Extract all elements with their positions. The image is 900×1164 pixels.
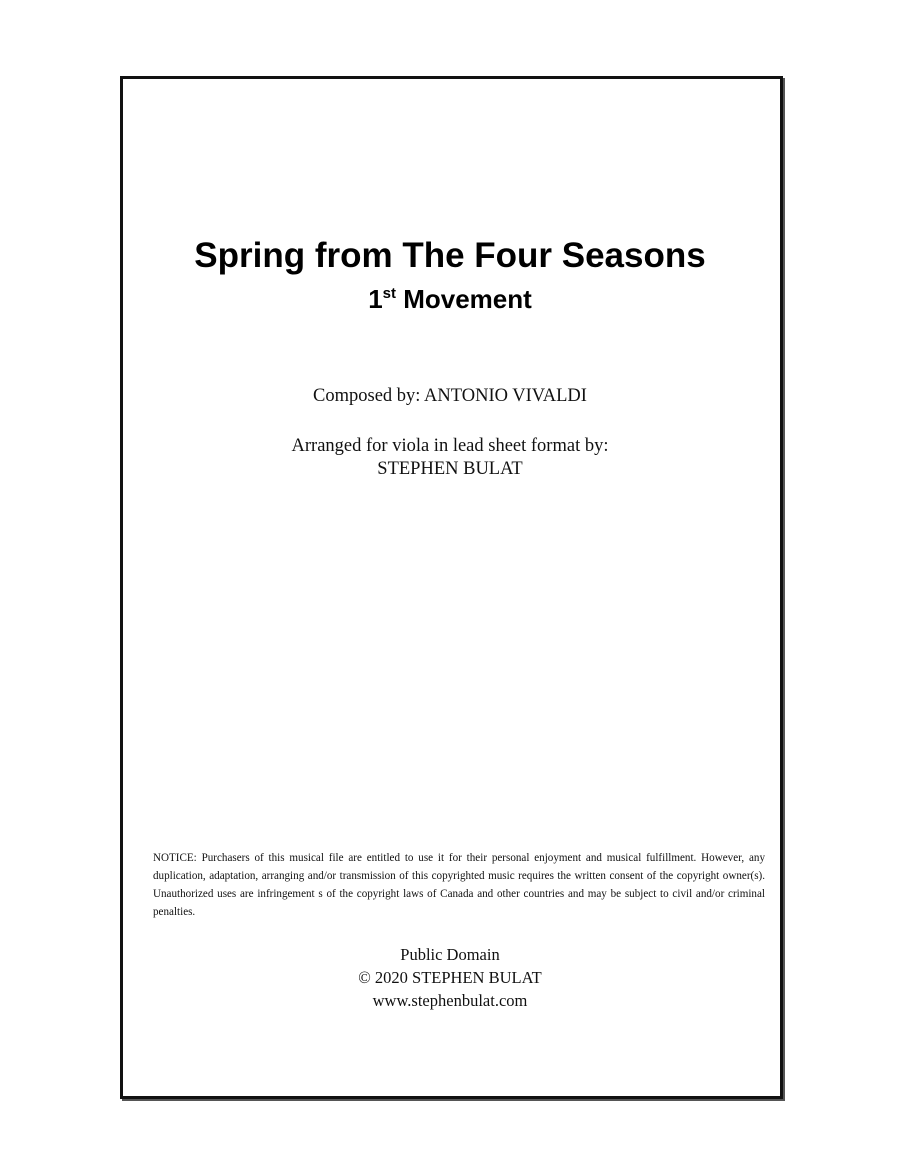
copyright-line: © 2020 STEPHEN BULAT: [358, 968, 542, 987]
movement-subtitle: [0, 283, 900, 315]
movement-ordinal-suffix: st: [382, 285, 396, 302]
copyright-notice: NOTICE: Purchasers of this musical file are entitled to use it for their personal enjoyment and musical fulfillment. However, any duplication, adaptation, arranging and/or transmission of this copyrighted music requires the written consent of the copyright owner(s). Unauthorized uses are infringement s of the copyright laws of Canada and other countries and may be subject to civil and/or criminal penalties.: [153, 852, 765, 918]
page-title: Spring from The Four Seasons: [194, 236, 706, 275]
composer-credit: Composed by: ANTONIO VIVALDI: [313, 386, 587, 406]
website-link[interactable]: www.stephenbulat.com: [372, 991, 528, 1010]
movement-number: 1: [368, 284, 383, 314]
license-text: Public Domain: [400, 945, 500, 964]
arranger-name: STEPHEN BULAT: [377, 459, 523, 479]
arranger-credit: Arranged for viola in lead sheet format by:: [291, 436, 609, 456]
movement-word: Movement: [396, 284, 532, 314]
